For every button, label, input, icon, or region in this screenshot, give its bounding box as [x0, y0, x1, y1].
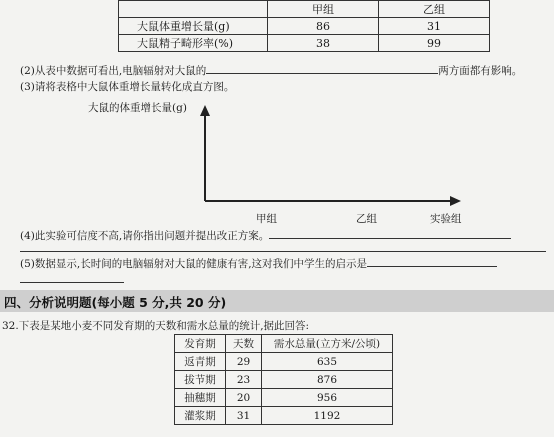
- table-header-cell: 需水总量(立方米/公顷): [262, 335, 393, 353]
- section-title: 四、分析说明题(每小题 5 分,共 20 分): [4, 295, 227, 310]
- answer-blank[interactable]: [206, 63, 438, 74]
- table-header-cell: 乙组: [379, 1, 490, 18]
- table-header-row: [175, 335, 393, 353]
- question-5: [20, 256, 497, 271]
- table-cell: 20: [226, 389, 262, 407]
- table-header-row: [119, 1, 490, 18]
- table-row: [119, 35, 490, 52]
- chart-y-label: 大鼠的体重增长量(g): [88, 102, 187, 114]
- row-label: 大鼠体重增长量(g): [119, 18, 268, 35]
- wheat-growth-table: [174, 334, 393, 425]
- table-header-cell: [119, 1, 268, 18]
- table-cell: 灌浆期: [175, 407, 226, 425]
- question-2-text: (2)从表中数据可看出,电脑辐射对大鼠的: [20, 65, 207, 77]
- answer-line[interactable]: [20, 251, 546, 252]
- answer-line[interactable]: [20, 282, 124, 283]
- table-row: [175, 353, 393, 371]
- answer-blank[interactable]: [367, 256, 497, 267]
- question-3: (3)请将表格中大鼠体重增长量转化成直方图。: [20, 81, 235, 93]
- question-2: [20, 63, 522, 78]
- table-cell: 31: [379, 18, 490, 35]
- table-cell: 876: [262, 371, 393, 389]
- table-cell: 99: [379, 35, 490, 52]
- table-cell: 86: [268, 18, 379, 35]
- table-row: [175, 389, 393, 407]
- question-4-text: (4)此实验可信度不高,请你指出问题并提出改正方案。: [20, 230, 270, 242]
- question-4: [20, 228, 511, 243]
- chart-category-label: 甲组: [256, 213, 277, 225]
- weight-sperm-table: [118, 0, 490, 52]
- question-5-text: (5)数据显示,长时间的电脑辐射对大鼠的健康有害,这对我们中学生的启示是: [20, 258, 368, 270]
- table-cell: 956: [262, 389, 393, 407]
- chart-x-label: 实验组: [430, 213, 462, 225]
- table-cell: 抽穗期: [175, 389, 226, 407]
- row-label: 大鼠精子畸形率(%): [119, 35, 268, 52]
- table-cell: 635: [262, 353, 393, 371]
- table-cell: 31: [226, 407, 262, 425]
- table-cell: 拔节期: [175, 371, 226, 389]
- table-row: [119, 18, 490, 35]
- chart-axes: [195, 105, 465, 213]
- table-cell: 38: [268, 35, 379, 52]
- section-header: [0, 290, 554, 312]
- question-32: 32.下表是某地小麦不同发育期的天数和需水总量的统计,据此回答:: [2, 320, 310, 332]
- chart-category-label: 乙组: [356, 213, 377, 225]
- table-header-cell: 天数: [226, 335, 262, 353]
- table-header-cell: 甲组: [268, 1, 379, 18]
- table-header-cell: 发育期: [175, 335, 226, 353]
- table-cell: 1192: [262, 407, 393, 425]
- y-axis-arrow: [200, 105, 210, 116]
- table-cell: 返青期: [175, 353, 226, 371]
- answer-blank[interactable]: [269, 228, 511, 239]
- table-cell: 29: [226, 353, 262, 371]
- table-row: [175, 371, 393, 389]
- question-2-tail: 两方面都有影响。: [438, 65, 523, 77]
- x-axis-arrow: [450, 196, 461, 206]
- table-cell: 23: [226, 371, 262, 389]
- table-row: [175, 407, 393, 425]
